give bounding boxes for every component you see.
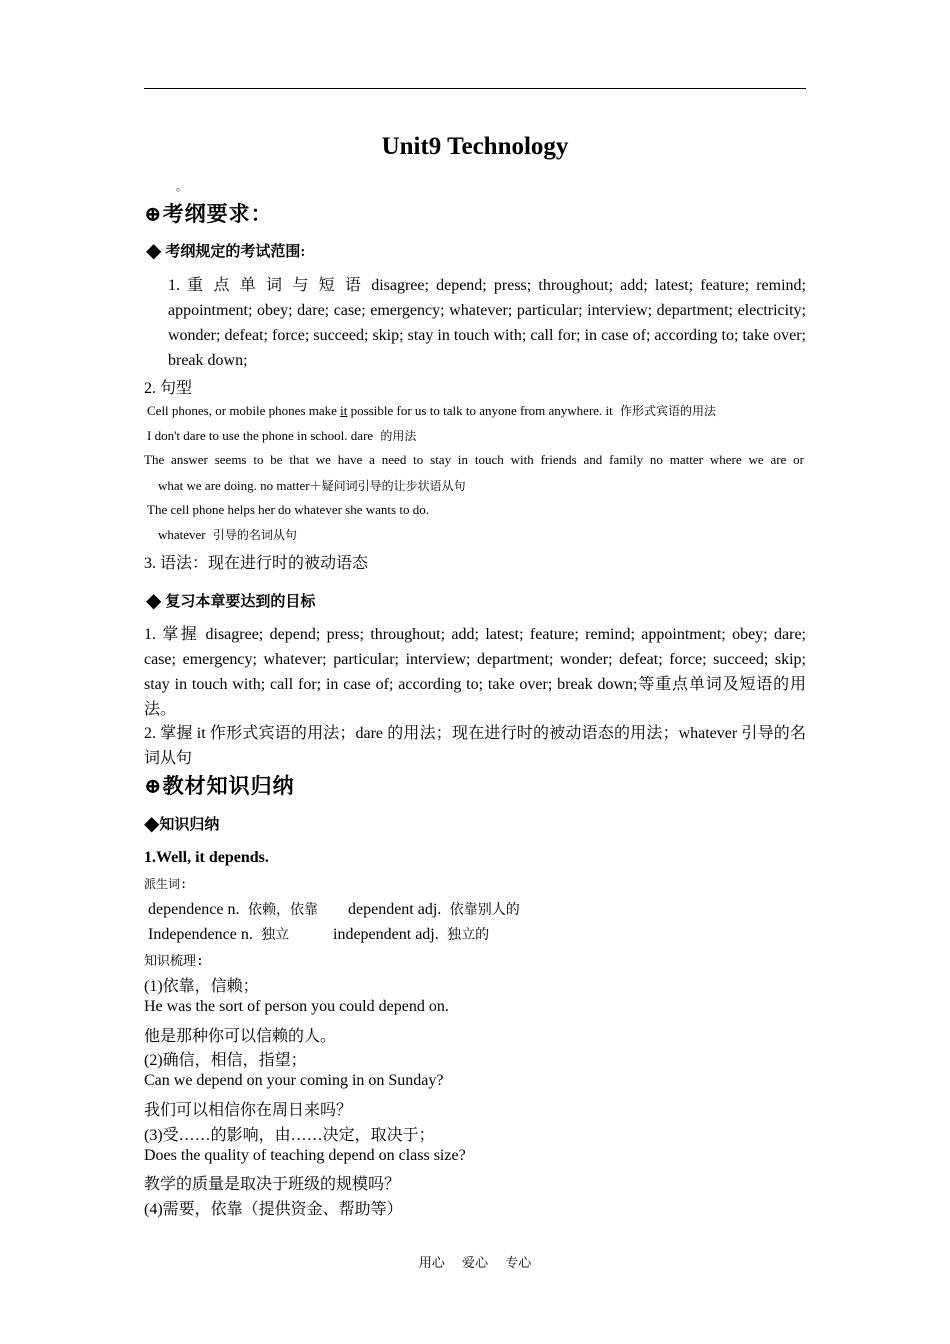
vocab-list-prefix: 1. 重 点 单 词 与 短 语 [168,277,365,294]
subheading-review-goals [146,588,315,613]
derived-word-meaning: 独立的 [438,927,490,943]
vocab-list-text: disagree; depend; press; throughout; add; latest; feature; remind; appointment; obey; dare; case; emergency; whatever; particular; interview; department; electricity; wonder; defeat; force; succeed; skip; stay in touch with; call for; in case of; according to; take over; break down; [168,277,806,369]
subheading-exam-scope [146,238,305,263]
derived-word-meaning: 依赖，依靠 [239,902,318,918]
derived-word: independent adj. [333,926,439,943]
sentence-text: I don't dare to use the phone in school. dare [147,428,374,443]
section-heading-exam-requirements: ⊕考纲要求： [144,202,273,226]
sentence-pattern-4: The cell phone helps her do whatever she wants to do. [147,502,429,517]
sentence-note: 作形式宾语的用法 [612,404,716,418]
section-heading-knowledge-summary: ⊕教材知识归纳 [144,774,295,798]
sentence-pattern-3-line1: The answer seems to be that we have a need to stay in touch with friends and family no matter where we are or [144,452,804,467]
page-title: Unit9 Technology [381,133,569,160]
sentence-pattern-3-line2 [158,477,466,494]
derived-word-row-1 [148,899,318,919]
derived-word-row-2 [148,924,289,944]
underlined-word: it [340,403,348,418]
sentence-text: Cell phones, or mobile phones make [147,403,341,418]
derived-word: dependence n. [148,901,240,918]
derived-word-meaning: 独立 [252,927,290,943]
subheading-text: 知识归纳 [159,817,220,833]
sentence-pattern-5 [158,526,297,543]
entry-title: 1.Well, it depends. [144,849,269,866]
example-1-en: He was the sort of person you could depend on. [144,998,449,1015]
sentence-text: possible for us to talk to anyone from anywhere. it [347,403,613,418]
subheading-text: 复习本章要达到的目标 [165,594,316,610]
example-2-en: Can we depend on your coming in on Sunday? [144,1072,444,1089]
vocab-list-paragraph [168,273,806,373]
example-3-cn: 教学的质量是取决于班级的规模吗？ [144,1176,401,1193]
example-3-en: Does the quality of teaching depend on class size? [144,1147,466,1164]
derived-word: dependent adj. [348,901,442,918]
sentence-pattern-1 [147,402,716,419]
sentence-text: whatever [158,527,206,542]
derived-word-row-2b [333,924,489,944]
page-footer: 用心 爱心 专心 [418,1255,532,1270]
sentence-pattern-2 [147,427,416,444]
meaning-3: (3)受……的影响，由……决定，取决于； [144,1127,435,1144]
sentence-note: 的用法 [373,429,417,443]
subheading-knowledge [144,811,219,836]
review-goal-2: 2. 掌握 it 作形式宾语的用法；dare 的用法；现在进行时的被动语态的用法；whatever 引导的名词从句 [144,725,806,767]
meaning-4: (4)需要，依靠（提供资金、帮助等） [144,1201,403,1218]
header-rule [144,88,806,89]
sentence-note: 引导的名词从句 [205,528,297,542]
stray-mark: 。 [176,181,187,193]
derived-word: Independence n. [148,926,253,943]
example-1-cn: 他是那种你可以信赖的人。 [144,1028,337,1045]
derived-word-row-1b [348,899,520,919]
example-2-cn: 我们可以相信你在周日来吗？ [144,1102,353,1119]
review-goal-1: 1. 掌握 disagree; depend; press; throughout; add; latest; feature; remind; appointment; obey; dare; case; emergency; whatever; particular; interview; department; wonder; defeat; force; succeed; skip; stay in touch with; call for; in case of; according to; take over; break down;等重点单词及短语的用法。 [144,626,806,718]
subheading-text: 考纲规定的考试范围: [165,244,306,260]
summary-label: 知识梳理: [144,954,204,969]
derived-word-meaning: 依靠别人的 [441,902,520,918]
meaning-2: (2)确信，相信，指望； [144,1052,307,1069]
diamond-bullet-icon: ◆ [146,590,162,612]
sentence-patterns-label: 2. 句型 [144,380,193,397]
sentence-note: ＋疑问词引导的让步状语从句 [309,479,466,493]
sentence-text: what we are doing. no matter [158,478,310,493]
derived-words-label: 派生词: [144,877,188,891]
diamond-bullet-icon: ◆ [146,240,162,262]
diamond-bullet-icon: ◆ [144,813,160,835]
meaning-1: (1)依靠，信赖； [144,978,259,995]
grammar-item: 3. 语法：现在进行时的被动语态 [144,555,369,572]
